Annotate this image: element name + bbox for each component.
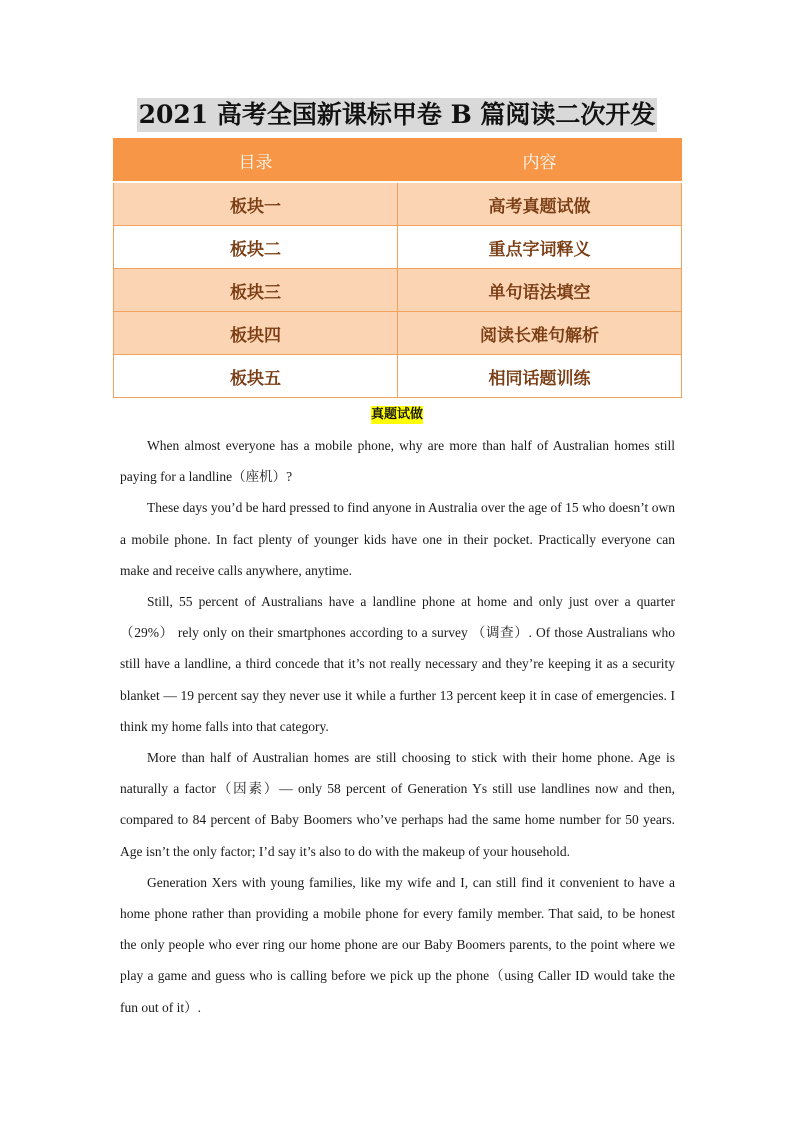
paragraph: When almost everyone has a mobile phone, why are more than half of Australian homes still paying for a landline（座机）? — [120, 438, 675, 485]
toc-header-directory: 目录 — [114, 139, 398, 183]
paragraph: Still, 55 percent of Australians have a landline phone at home and only just over a quarter（29%） rely only on their smartphones according to a survey （调查）. Of those Australians who still have a landline, a third concede that it’s not really necessary and they’re keeping it as a security blanket — 19 percent say they never use it while a further 13 percent keep it in case of emergencies. I think my home falls into that category. — [120, 594, 675, 734]
table-row — [114, 182, 682, 226]
toc-content-cell: 重点字词释义 — [398, 226, 682, 269]
toc-content-cell: 单句语法填空 — [398, 269, 682, 312]
toc-header-content: 内容 — [398, 139, 682, 183]
toc-section-cell: 板块三 — [114, 269, 398, 312]
section-heading: 真题试做 — [370, 407, 423, 422]
table-of-contents — [113, 138, 682, 398]
article-body — [120, 430, 675, 1023]
section-heading-container — [0, 403, 794, 424]
page-title: 2021 高考全国新课标甲卷 B 篇阅读二次开发 — [137, 98, 658, 132]
paragraph: Generation Xers with young families, like my wife and I, can still find it convenient to have a home phone rather than providing a mobile phone for every family member. That said, to be honest the only people who ever ring our home phone are our Baby Boomers parents, to the point where we play a game and guess who is calling before we pick up the phone（using Caller ID would take the fun out of it）. — [120, 874, 675, 1015]
table-row — [114, 226, 682, 269]
table-row — [114, 312, 682, 355]
toc-content-cell: 相同话题训练 — [398, 355, 682, 398]
toc-content-cell: 高考真题试做 — [398, 182, 682, 226]
paragraph: More than half of Australian homes are still choosing to stick with their home phone. Age is naturally a factor（因素）— only 58 percent of Generation Ys still use landlines now and then, compared to 84 percent of Baby Boomers who’ve perhaps had the same home number for 50 years. Age isn’t the only factor; I’d say it’s also to do with the makeup of your household. — [120, 750, 675, 859]
toc-content-cell: 阅读长难句解析 — [398, 312, 682, 355]
paragraph: These days you’d be hard pressed to find anyone in Australia over the age of 15 who doesn’t own a mobile phone. In fact plenty of younger kids have one in their pocket. Practically everyone can make and receive calls anywhere, anytime. — [120, 500, 675, 578]
table-row — [114, 269, 682, 312]
title-container — [0, 98, 794, 132]
table-row — [114, 355, 682, 398]
toc-section-cell: 板块二 — [114, 226, 398, 269]
toc-header-row — [114, 139, 682, 183]
toc-section-cell: 板块五 — [114, 355, 398, 398]
toc-section-cell: 板块四 — [114, 312, 398, 355]
toc-section-cell: 板块一 — [114, 182, 398, 226]
